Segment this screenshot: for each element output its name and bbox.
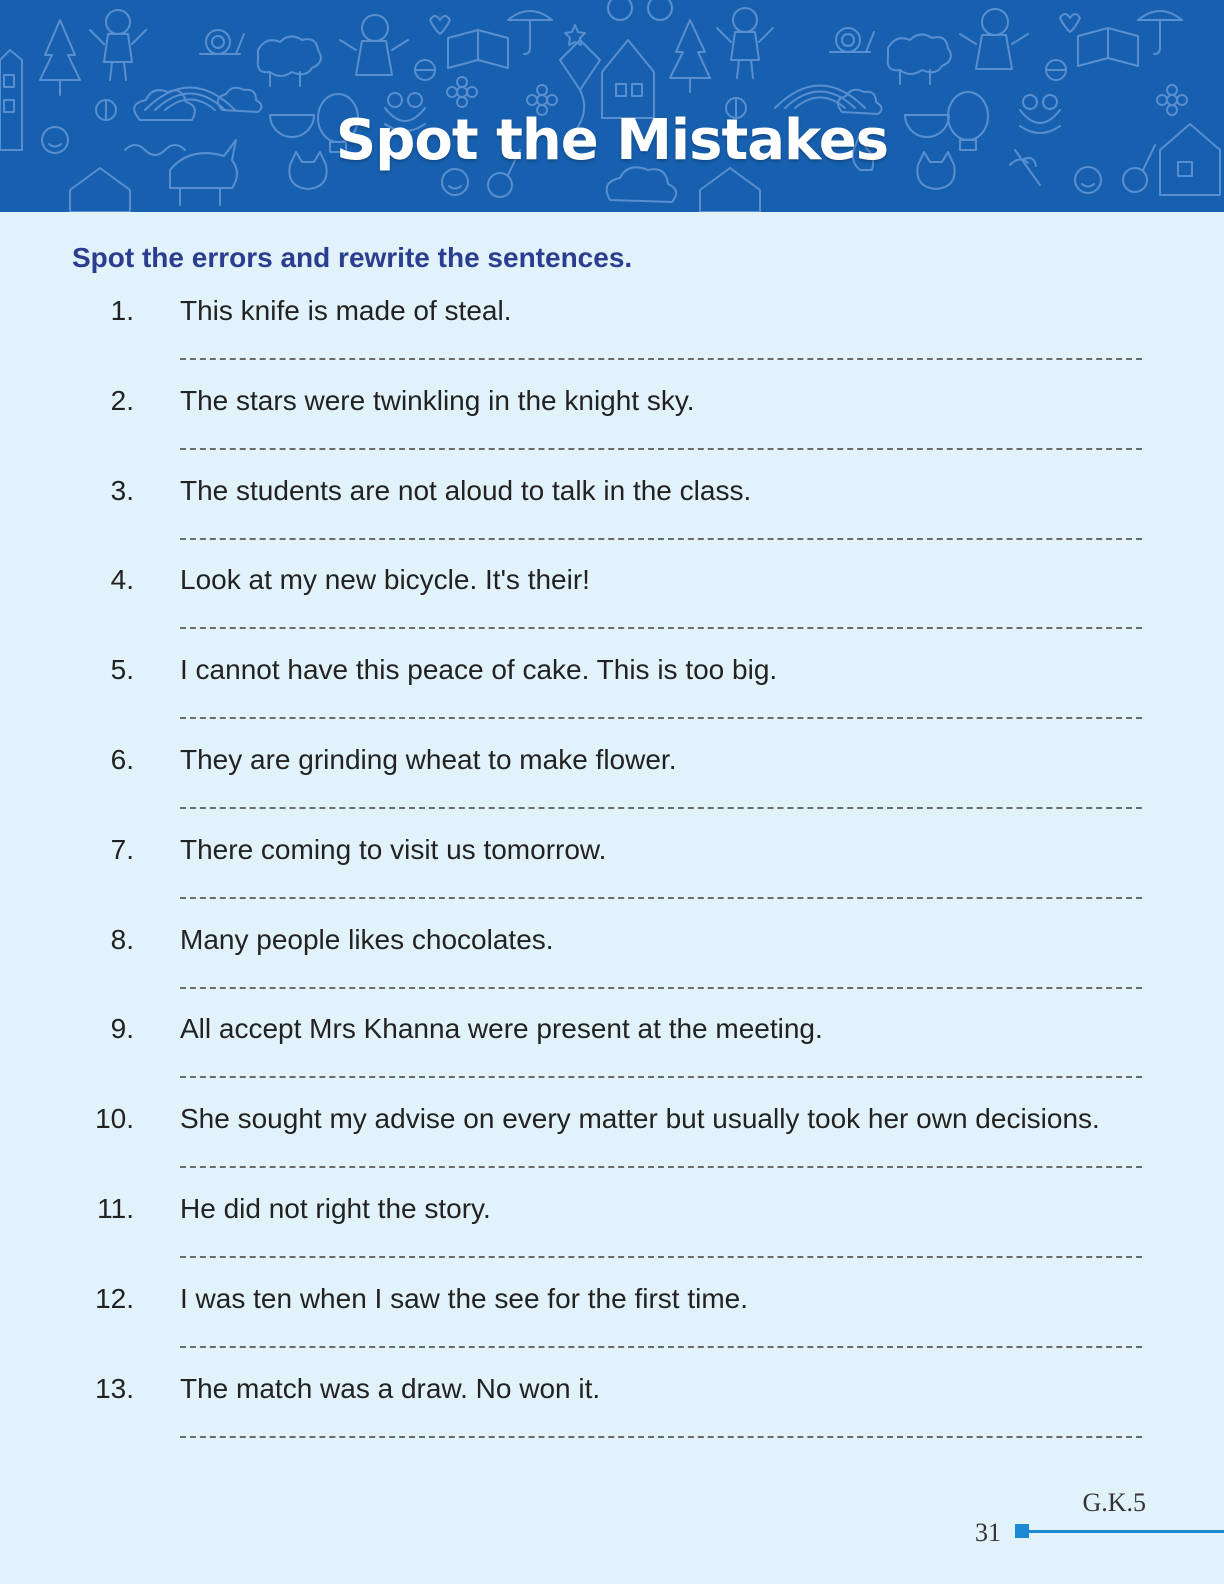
answer-line[interactable]: [180, 627, 1142, 629]
rainbow-icon: [775, 86, 865, 109]
answer-line[interactable]: [180, 987, 1142, 989]
item-number: 9.: [110, 1013, 134, 1045]
house-icon: [700, 168, 760, 212]
page-marker-square: [1015, 1524, 1029, 1538]
exercise-item: [0, 1369, 1224, 1459]
answer-line[interactable]: [180, 358, 1142, 360]
page-title: Spot the Mistakes: [335, 108, 889, 173]
item-number: 5.: [110, 654, 134, 686]
item-number: 13.: [95, 1372, 134, 1404]
item-sentence: I was ten when I saw the see for the first time.: [180, 1282, 749, 1314]
exercise-item: [0, 291, 1224, 381]
answer-line[interactable]: [180, 1076, 1142, 1078]
item-sentence: The students are not aloud to talk in the class.: [180, 474, 752, 506]
item-number: 1.: [110, 295, 134, 326]
exercise-item: [0, 381, 1224, 471]
answer-line[interactable]: [180, 1256, 1142, 1258]
item-number: 3.: [110, 474, 134, 506]
item-sentence: This knife is made of steal.: [180, 295, 512, 326]
exercise-item: [0, 830, 1224, 920]
answer-line[interactable]: [180, 807, 1142, 809]
item-sentence: She sought my advise on every matter but usually took her own decisions.: [180, 1103, 1100, 1135]
exercise-item: [0, 471, 1224, 561]
item-sentence: All accept Mrs Khanna were present at the meeting.: [180, 1013, 823, 1045]
item-sentence: The stars were twinkling in the knight sky.: [180, 384, 695, 416]
item-sentence: They are grinding wheat to make flower.: [180, 743, 677, 775]
umbrella-icon: [1138, 11, 1182, 54]
wheel-icon: [608, 0, 672, 20]
child-icon: [717, 8, 773, 78]
answer-line[interactable]: [180, 1166, 1142, 1168]
heart-icon: [1060, 14, 1080, 32]
exercise-list: [0, 291, 1224, 1458]
item-sentence: The match was a draw. No won it.: [180, 1372, 601, 1404]
flower-icon: [447, 77, 477, 107]
exercise-item: [0, 1279, 1224, 1369]
exercise-item: [0, 560, 1224, 650]
child-icon: [90, 10, 146, 80]
item-sentence: Look at my new bicycle. It's their!: [180, 564, 590, 596]
item-sentence: He did not right the story.: [180, 1192, 491, 1224]
book-icon: [448, 30, 508, 68]
book-icon: [1078, 28, 1138, 66]
ball-icon: [1046, 60, 1066, 80]
house-icon: [70, 168, 130, 212]
answer-line[interactable]: [180, 538, 1142, 540]
item-number: 8.: [110, 923, 134, 955]
page-marker-rule: [1028, 1530, 1224, 1533]
item-number: 10.: [95, 1103, 134, 1135]
sheep-icon: [888, 34, 951, 84]
item-sentence: I cannot have this peace of cake. This is too big.: [180, 654, 778, 686]
item-number: 4.: [110, 564, 134, 596]
exercise-item: [0, 740, 1224, 830]
answer-line[interactable]: [180, 1436, 1142, 1438]
page-header: [0, 0, 1224, 212]
item-number: 6.: [110, 743, 134, 775]
exercise-item: [0, 650, 1224, 740]
exercise-item: [0, 1189, 1224, 1279]
answer-line[interactable]: [180, 1346, 1142, 1348]
page-number: 31: [975, 1518, 1001, 1547]
sheep-icon: [258, 36, 321, 86]
tree-icon: [40, 20, 80, 95]
answer-line[interactable]: [180, 448, 1142, 450]
item-number: 12.: [95, 1282, 134, 1314]
snail-icon: [200, 30, 244, 54]
umbrella-icon: [508, 11, 552, 54]
snail-icon: [830, 28, 874, 52]
answer-line[interactable]: [180, 897, 1142, 899]
answer-line[interactable]: [180, 717, 1142, 719]
doodle-pattern: [0, 0, 1224, 212]
item-number: 2.: [110, 384, 134, 416]
house-icon: [602, 40, 654, 118]
item-number: 7.: [110, 833, 134, 865]
item-sentence: Many people likes chocolates.: [180, 923, 554, 955]
ball-icon: [415, 60, 435, 80]
child-icon: [340, 15, 408, 75]
heart-icon: [430, 16, 450, 34]
tree-icon: [670, 20, 710, 92]
exercise-item: [0, 920, 1224, 1010]
book-label: G.K.5: [1082, 1488, 1146, 1517]
exercise-item: [0, 1009, 1224, 1099]
instruction-text: Spot the errors and rewrite the sentences.: [72, 242, 633, 273]
exercise-item: [0, 1099, 1224, 1189]
child-icon: [960, 9, 1028, 69]
item-sentence: There coming to visit us tomorrow.: [180, 833, 607, 865]
item-number: 11.: [97, 1192, 134, 1224]
